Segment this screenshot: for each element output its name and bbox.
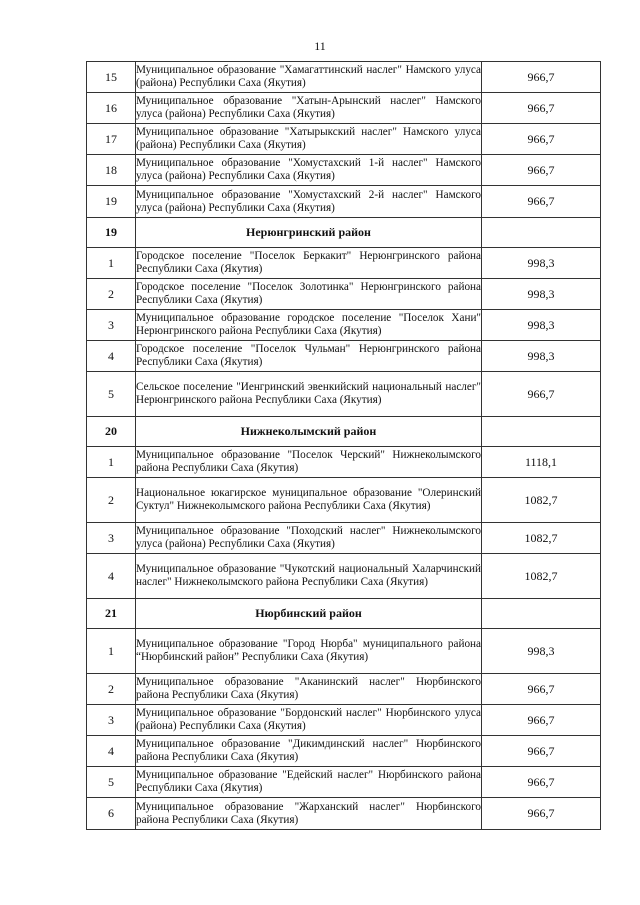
row-number: 3: [87, 523, 136, 554]
amount-value: 998,3: [482, 248, 601, 279]
municipality-name: Национальное юкагирское муниципальное образование "Олеринский Суктул" Нижнеколымского района Республики Саха (Якутия): [136, 478, 482, 523]
table-row: [87, 248, 601, 279]
municipality-name: Муниципальное образование "Едейский наслег" Нюрбинского района Республики Саха (Якутия): [136, 767, 482, 798]
table-row: [87, 62, 601, 93]
row-number: 20: [87, 417, 136, 447]
table-row: [87, 186, 601, 218]
table-row: [87, 341, 601, 372]
municipality-name: Муниципальное образование "Хомустахский 2-й наслег" Намского улуса (района) Республики Саха (Якутия): [136, 186, 482, 218]
municipality-name: Муниципальное образование "Город Нюрба" муниципального района “Нюрбинский район” Республики Саха (Якутия): [136, 629, 482, 674]
municipality-name: Муниципальное образование "Походский наслег" Нижнеколымского улуса (района) Республики Саха (Якутия): [136, 523, 482, 554]
row-number: 3: [87, 310, 136, 341]
amount-value: 998,3: [482, 341, 601, 372]
row-number: 17: [87, 124, 136, 155]
municipality-name: Муниципальное образование "Бордонский наслег" Нюрбинского улуса (района) Республики Саха (Якутия): [136, 705, 482, 736]
municipalities-table: [86, 61, 601, 830]
row-number: 6: [87, 798, 136, 830]
table-row: [87, 93, 601, 124]
row-number: 1: [87, 248, 136, 279]
district-name: Нерюнгринский район: [136, 218, 482, 248]
municipality-name: Муниципальное образование "Хомустахский 1-й наслег" Намского улуса (района) Республики Саха (Якутия): [136, 155, 482, 186]
municipality-name: Муниципальное образование "Чукотский национальный Халарчинский наслег" Нижнеколымского района Республики Саха (Якутия): [136, 554, 482, 599]
table-row: [87, 523, 601, 554]
table-row: [87, 124, 601, 155]
amount-value: 966,7: [482, 705, 601, 736]
amount-value: 1082,7: [482, 478, 601, 523]
amount-value: 966,7: [482, 155, 601, 186]
amount-value: 966,7: [482, 736, 601, 767]
table-row: [87, 279, 601, 310]
row-number: 18: [87, 155, 136, 186]
amount-value: 998,3: [482, 310, 601, 341]
amount-value: [482, 417, 601, 447]
municipality-name: Городское поселение "Поселок Чульман" Нерюнгринского района Республики Саха (Якутия): [136, 341, 482, 372]
row-number: 1: [87, 447, 136, 478]
row-number: 21: [87, 599, 136, 629]
table-row: [87, 478, 601, 523]
district-name: Нижнеколымский район: [136, 417, 482, 447]
amount-value: 998,3: [482, 279, 601, 310]
district-header-row: [87, 218, 601, 248]
amount-value: 966,7: [482, 674, 601, 705]
amount-value: [482, 599, 601, 629]
amount-value: 966,7: [482, 186, 601, 218]
table-row: [87, 798, 601, 830]
row-number: 4: [87, 341, 136, 372]
table-row: [87, 674, 601, 705]
district-header-row: [87, 417, 601, 447]
municipality-name: Муниципальное образование "Хатын-Арынский наслег" Намского улуса (района) Республики Саха (Якутия): [136, 93, 482, 124]
row-number: 5: [87, 372, 136, 417]
municipality-name: Городское поселение "Поселок Беркакит" Нерюнгринского района Республики Саха (Якутия): [136, 248, 482, 279]
amount-value: 1082,7: [482, 523, 601, 554]
table-row: [87, 736, 601, 767]
row-number: 19: [87, 186, 136, 218]
municipality-name: Муниципальное образование "Хамагаттинский наслег" Намского улуса (района) Республики Саха (Якутия): [136, 62, 482, 93]
municipality-name: Муниципальное образование "Жарханский наслег" Нюрбинского района Республики Саха (Якутия): [136, 798, 482, 830]
table-row: [87, 767, 601, 798]
amount-value: 966,7: [482, 124, 601, 155]
row-number: 15: [87, 62, 136, 93]
amount-value: 966,7: [482, 93, 601, 124]
amount-value: 998,3: [482, 629, 601, 674]
amount-value: 1082,7: [482, 554, 601, 599]
amount-value: 966,7: [482, 798, 601, 830]
table-row: [87, 310, 601, 341]
table-row: [87, 705, 601, 736]
table-body: [87, 62, 601, 830]
table-row: [87, 629, 601, 674]
row-number: 19: [87, 218, 136, 248]
row-number: 2: [87, 478, 136, 523]
amount-value: [482, 218, 601, 248]
amount-value: 1118,1: [482, 447, 601, 478]
municipality-name: Муниципальное образование "Дикимдинский наслег" Нюрбинского района Республики Саха (Якутия): [136, 736, 482, 767]
row-number: 5: [87, 767, 136, 798]
row-number: 4: [87, 736, 136, 767]
row-number: 16: [87, 93, 136, 124]
row-number: 2: [87, 674, 136, 705]
table-row: [87, 447, 601, 478]
page-number: 11: [314, 39, 326, 53]
municipality-name: Муниципальное образование городское поселение "Поселок Хани" Нерюнгринского района Республики Саха (Якутия): [136, 310, 482, 341]
amount-value: 966,7: [482, 767, 601, 798]
municipality-name: Муниципальное образование "Хатырыкский наслег" Намского улуса (района) Республики Саха (Якутия): [136, 124, 482, 155]
municipality-name: Муниципальное образование "Аканинский наслег" Нюрбинского района Республики Саха (Якутия): [136, 674, 482, 705]
table-row: [87, 372, 601, 417]
row-number: 2: [87, 279, 136, 310]
municipality-name: Городское поселение "Поселок Золотинка" Нерюнгринского района Республики Саха (Якутия): [136, 279, 482, 310]
row-number: 1: [87, 629, 136, 674]
table-row: [87, 155, 601, 186]
district-name: Нюрбинский район: [136, 599, 482, 629]
row-number: 3: [87, 705, 136, 736]
municipality-name: Сельское поселение "Иенгринский эвенкийский национальный наслег" Нерюнгринского района Республики Саха (Якутия): [136, 372, 482, 417]
row-number: 4: [87, 554, 136, 599]
district-header-row: [87, 599, 601, 629]
amount-value: 966,7: [482, 372, 601, 417]
table-row: [87, 554, 601, 599]
amount-value: 966,7: [482, 62, 601, 93]
municipality-name: Муниципальное образование "Поселок Черский" Нижнеколымского района Республики Саха (Якутия): [136, 447, 482, 478]
